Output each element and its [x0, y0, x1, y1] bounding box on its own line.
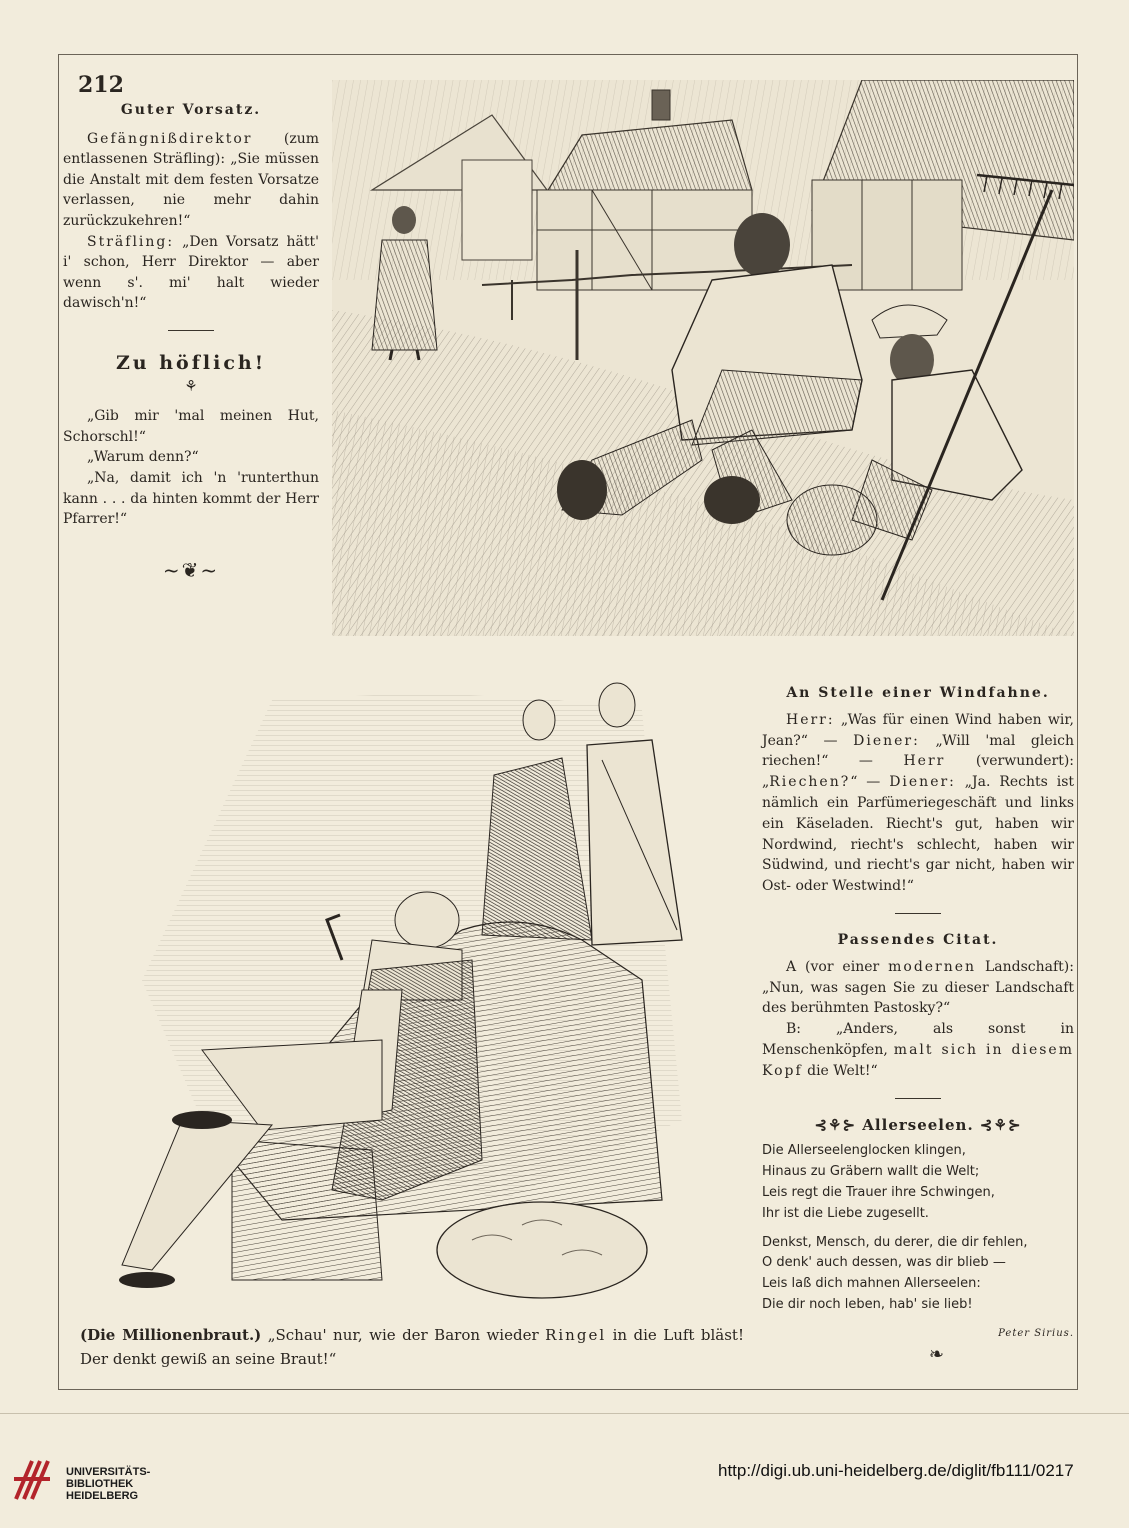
library-line: BIBLIOTHEK: [66, 1478, 134, 1490]
library-logo-icon: [10, 1455, 60, 1503]
caption-text-1: „Schau' nur, wie der Baron wieder: [261, 1326, 546, 1344]
caption-label: (Die Millionenbraut.): [80, 1326, 262, 1344]
speaker-herr: Herr:: [786, 711, 835, 728]
guter-vorsatz-title: Guter Vorsatz.: [120, 102, 262, 118]
caption-spaced-word: Ringel: [545, 1326, 607, 1344]
citat-spaced-2: malt sich in diesem Kopf: [762, 1041, 1074, 1079]
speaker-herr-2: Herr: [903, 753, 946, 770]
scroll-ornament-icon: ~❦~: [162, 557, 220, 582]
zu-hoeflich-line-1: „Gib mir 'mal meinen Hut, Schorschl!“: [63, 408, 319, 445]
windfahne-text-4: “ —: [850, 774, 890, 791]
poem-line: O denk' auch dessen, was dir blieb —: [762, 1255, 1006, 1271]
windfahne-text-5: „Ja. Rechts ist nämlich ein Parfümeriegeschäft und links ein Käseladen. Riecht's gut, haben wir Nordwind, riecht's schlecht, haben wir Südwind, und riecht's gar nicht, haben wir Ost- oder Westwind!“: [762, 774, 1075, 895]
source-url-link[interactable]: http://digi.ub.uni-heidelberg.de/diglit/fb111/0217: [718, 1461, 1074, 1480]
left-column: [63, 100, 319, 580]
windfahne-text-2: „Will 'mal gleich riechen!“ —: [762, 732, 1074, 770]
poem-line: Denkst, Mensch, du derer, die dir fehlen,: [762, 1234, 1028, 1250]
poem-line: Die dir noch leben, hab' sie lieb!: [762, 1296, 973, 1312]
illustration-caption: [80, 1323, 744, 1371]
divider: [895, 1098, 941, 1099]
poem-line: Leis laß dich mahnen Allerseelen:: [762, 1276, 981, 1292]
poem-line: Hinaus zu Gräbern wallt die Welt;: [762, 1164, 980, 1180]
zu-hoeflich-line-3: „Na, damit ich 'n 'runterthun kann . . . da hinten kommt der Herr Pfarrer!“: [63, 469, 319, 528]
windfahne-text-3: (verwundert): „: [762, 753, 1074, 791]
straefling-text: „Den Vorsatz hätt' i' schon, Herr Direktor — aber wenn s'. mi' halt wieder dawisch'n!“: [63, 233, 319, 312]
speaker-diener: Diener:: [853, 732, 920, 749]
allerseelen-title-row: [762, 1115, 1074, 1136]
flourish-left-icon: ⊰⚘⊱: [814, 1115, 857, 1134]
windfahne-text-1: „Was für einen Wind haben wir, Jean?“ —: [762, 711, 1074, 749]
guter-vorsatz-paragraph-1: [63, 129, 319, 232]
divider: [168, 330, 214, 331]
citat-spaced-1: modernen: [888, 958, 977, 975]
zu-hoeflich-line-2: „Warum denn?“: [87, 449, 199, 466]
citat-paragraph-1: [762, 957, 1074, 1019]
guter-vorsatz-paragraph-2: [63, 232, 319, 314]
illustration-baron: [82, 680, 754, 1302]
right-column: [762, 683, 1074, 1365]
zu-hoeflich-title: Zu höflich!: [115, 351, 267, 374]
citat-a-1: A (vor einer: [786, 958, 889, 975]
illustration-village-scene: [332, 80, 1074, 636]
citat-title: Passendes Citat.: [837, 931, 999, 948]
caption-text-2: in die Luft bläst! Der denkt gewiß an seine Braut!“: [80, 1326, 744, 1368]
citat-a-2: Landschaft): „Nun, was sagen Sie zu dieser Landschaft des berühmten Pastosky?“: [762, 958, 1074, 1017]
poem-line: Ihr ist die Liebe zugesellt.: [762, 1205, 929, 1221]
allerseelen-title: Allerseelen.: [862, 1115, 974, 1134]
library-name: [66, 1466, 150, 1502]
direktor-text: (zum entlassenen Sträfling): „Sie müssen die Anstalt mit dem festen Vorsatze verlassen, nie mehr dahin zurückzukehren!“: [63, 130, 319, 229]
speaker-direktor: Gefängnißdirektor: [87, 130, 253, 147]
page-number: 212: [78, 72, 124, 98]
library-line: UNIVERSITÄTS-: [66, 1466, 151, 1478]
citat-paragraph-2: [762, 1019, 1074, 1081]
leaf-ornament-icon: ❧: [928, 1343, 944, 1365]
library-line: HEIDELBERG: [66, 1490, 139, 1502]
speaker-straefling: Sträfling:: [87, 233, 175, 250]
poem-line: Leis regt die Trauer ihre Schwingen,: [762, 1184, 995, 1200]
flourish-right-icon: ⊰⚘⊱: [979, 1115, 1022, 1134]
riechen-word: Riechen?: [769, 774, 851, 791]
citat-b-2: die Welt!“: [802, 1062, 878, 1079]
windfahne-paragraph: [762, 710, 1074, 897]
poem-line: Die Allerseelenglocken klingen,: [762, 1143, 966, 1159]
footer-divider: [0, 1413, 1129, 1414]
poem-author: Peter Sirius.: [998, 1327, 1074, 1339]
allerseelen-poem: [762, 1141, 1074, 1315]
citat-b-1: B: „Anders, als sonst in Menschenköpfen,: [762, 1021, 1074, 1058]
poem-stanza-2: [762, 1233, 1074, 1316]
divider: [895, 913, 941, 914]
windfahne-title: An Stelle einer Windfahne.: [786, 685, 1050, 701]
flower-ornament-icon: ⚘: [184, 376, 198, 395]
poem-stanza-1: [762, 1141, 1074, 1224]
speaker-diener-2: Diener:: [889, 774, 956, 791]
